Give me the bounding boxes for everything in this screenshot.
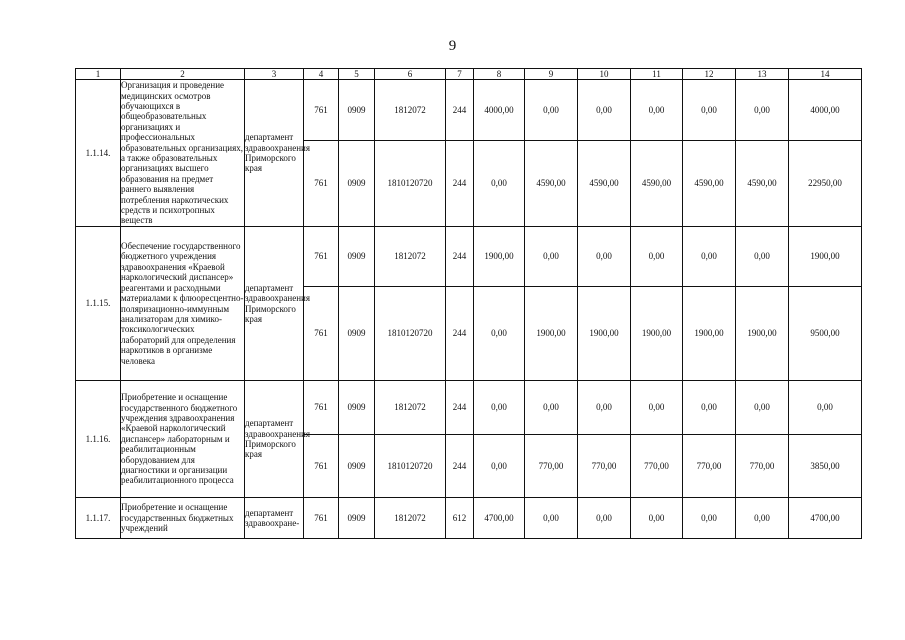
cell-expense-type: 612 [446, 498, 474, 539]
cell-section: 0909 [339, 80, 375, 141]
cell-value: 0,00 [525, 227, 578, 287]
table-row [76, 80, 862, 141]
page-number: 9 [448, 38, 457, 54]
cell-section: 0909 [339, 287, 375, 381]
cell-expense-type: 244 [446, 435, 474, 498]
cell-total: 0,00 [789, 381, 862, 435]
item-code: 1.1.15. [76, 227, 121, 381]
cell-value: 0,00 [525, 80, 578, 141]
cell-value: 0,00 [578, 227, 631, 287]
item-description: Приобретение и оснащение государственных бюджетных учреждений [121, 498, 245, 539]
table-row [76, 381, 862, 435]
cell-value: 1900,00 [631, 287, 683, 381]
cell-target: 1812072 [375, 381, 446, 435]
col-header-7: 7 [446, 69, 474, 80]
cell-ministry: 761 [304, 381, 339, 435]
col-header-12: 12 [683, 69, 736, 80]
cell-value: 770,00 [736, 435, 789, 498]
cell-value: 0,00 [736, 381, 789, 435]
col-header-4: 4 [304, 69, 339, 80]
cell-target: 1812072 [375, 498, 446, 539]
cell-target: 1812072 [375, 80, 446, 141]
cell-value: 0,00 [474, 287, 525, 381]
col-header-13: 13 [736, 69, 789, 80]
cell-value: 0,00 [525, 381, 578, 435]
item-code: 1.1.14. [76, 80, 121, 227]
cell-total: 4700,00 [789, 498, 862, 539]
cell-value: 0,00 [631, 227, 683, 287]
cell-ministry: 761 [304, 141, 339, 227]
cell-value: 0,00 [683, 498, 736, 539]
cell-expense-type: 244 [446, 227, 474, 287]
cell-value: 4000,00 [474, 80, 525, 141]
table-row [76, 227, 862, 287]
col-header-6: 6 [375, 69, 446, 80]
col-header-9: 9 [525, 69, 578, 80]
col-header-3: 3 [245, 69, 304, 80]
cell-expense-type: 244 [446, 381, 474, 435]
cell-value: 770,00 [683, 435, 736, 498]
cell-target: 1810120720 [375, 141, 446, 227]
cell-value: 0,00 [736, 498, 789, 539]
item-code: 1.1.16. [76, 381, 121, 498]
cell-value: 0,00 [474, 435, 525, 498]
cell-value: 0,00 [631, 381, 683, 435]
cell-value: 0,00 [578, 80, 631, 141]
cell-value: 1900,00 [474, 227, 525, 287]
col-header-5: 5 [339, 69, 375, 80]
cell-ministry: 761 [304, 287, 339, 381]
item-code: 1.1.17. [76, 498, 121, 539]
cell-target: 1810120720 [375, 287, 446, 381]
cell-expense-type: 244 [446, 80, 474, 141]
col-header-2: 2 [121, 69, 245, 80]
cell-section: 0909 [339, 498, 375, 539]
cell-total: 22950,00 [789, 141, 862, 227]
cell-expense-type: 244 [446, 287, 474, 381]
cell-value: 4590,00 [631, 141, 683, 227]
table-row [76, 498, 862, 539]
col-header-8: 8 [474, 69, 525, 80]
cell-total: 3850,00 [789, 435, 862, 498]
cell-value: 770,00 [578, 435, 631, 498]
cell-value: 770,00 [525, 435, 578, 498]
col-header-1: 1 [76, 69, 121, 80]
cell-value: 0,00 [631, 498, 683, 539]
cell-value: 1900,00 [736, 287, 789, 381]
cell-section: 0909 [339, 227, 375, 287]
cell-total: 9500,00 [789, 287, 862, 381]
col-header-11: 11 [631, 69, 683, 80]
cell-section: 0909 [339, 141, 375, 227]
cell-ministry: 761 [304, 80, 339, 141]
cell-value: 0,00 [525, 498, 578, 539]
cell-ministry: 761 [304, 435, 339, 498]
cell-value: 4700,00 [474, 498, 525, 539]
cell-value: 4590,00 [525, 141, 578, 227]
cell-value: 0,00 [578, 498, 631, 539]
item-executor: департамент здравоохране- [245, 498, 304, 539]
cell-value: 0,00 [631, 80, 683, 141]
cell-value: 4590,00 [683, 141, 736, 227]
cell-value: 0,00 [474, 141, 525, 227]
cell-value: 4590,00 [578, 141, 631, 227]
cell-value: 0,00 [736, 80, 789, 141]
col-header-10: 10 [578, 69, 631, 80]
cell-value: 770,00 [631, 435, 683, 498]
cell-value: 0,00 [683, 227, 736, 287]
cell-ministry: 761 [304, 498, 339, 539]
item-executor: департамент здравоохранения Приморского края [245, 381, 304, 498]
cell-value: 0,00 [736, 227, 789, 287]
cell-value: 1900,00 [578, 287, 631, 381]
cell-value: 1900,00 [683, 287, 736, 381]
cell-section: 0909 [339, 435, 375, 498]
cell-target: 1812072 [375, 227, 446, 287]
item-description: Приобретение и оснащение государственного бюджетного учреждения здравоохранения «Краевой наркологический диспансер» лабораторным и реабилитационным оборудованием для диагностики и организации реабилитационного процесса [121, 381, 245, 498]
cell-expense-type: 244 [446, 141, 474, 227]
cell-value: 1900,00 [525, 287, 578, 381]
col-header-14: 14 [789, 69, 862, 80]
item-executor: департамент здравоохранения Приморского края [245, 80, 304, 227]
item-executor: департамент здравоохранения Приморского края [245, 227, 304, 381]
cell-total: 1900,00 [789, 227, 862, 287]
cell-value: 0,00 [683, 80, 736, 141]
cell-section: 0909 [339, 381, 375, 435]
cell-total: 4000,00 [789, 80, 862, 141]
budget-table [75, 68, 862, 539]
item-description: Обеспечение государственного бюджетного учреждения здравоохранения «Краевой наркологический диспансер» реагентами и расходными материалами к флюоресцентно-поляризационно-иммунным анализаторам для химико-токсикологических лабораторий для определения наркотиков в организме человека [121, 227, 245, 381]
cell-value: 0,00 [683, 381, 736, 435]
item-description: Организация и проведение медицинских осмотров обучающихся в общеобразовательных организациях и профессиональных образовательных организациях, а также образовательных организациях высшего образования на предмет раннего выявления потребления наркотических средств и психотропных веществ [121, 80, 243, 226]
cell-ministry: 761 [304, 227, 339, 287]
cell-target: 1810120720 [375, 435, 446, 498]
header-row [76, 69, 862, 80]
cell-value: 4590,00 [736, 141, 789, 227]
cell-value: 0,00 [474, 381, 525, 435]
cell-value: 0,00 [578, 381, 631, 435]
